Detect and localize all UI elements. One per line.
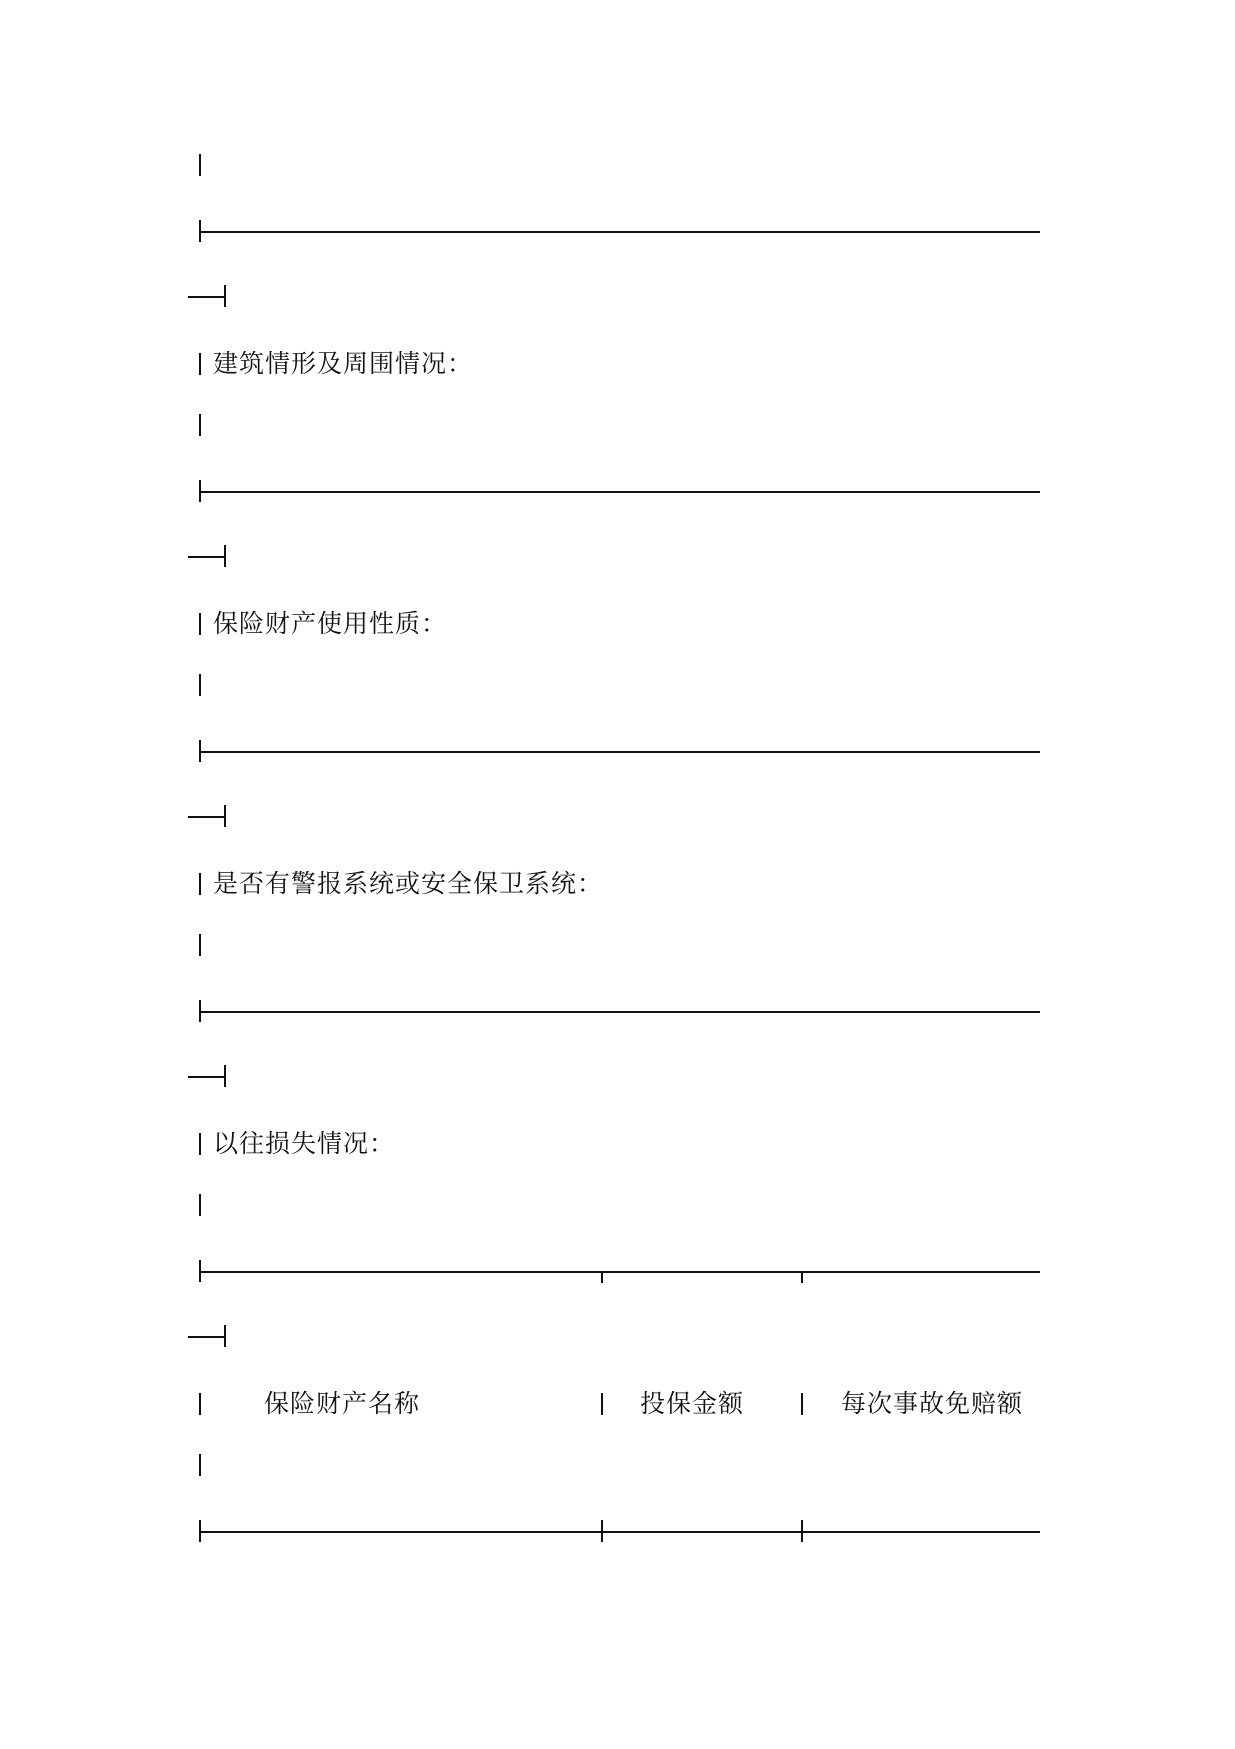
row-divider xyxy=(199,751,1040,753)
table-border-left xyxy=(199,1393,201,1415)
table-border-left xyxy=(199,1133,201,1155)
row-divider-end-tick xyxy=(224,545,226,567)
table-header-deductible: 每次事故免赔额 xyxy=(841,1389,1024,1418)
table-border-left xyxy=(199,873,201,895)
table-header-insured-amount: 投保金额 xyxy=(640,1389,745,1418)
column-divider-tick xyxy=(801,1520,803,1542)
row-divider-end-tick xyxy=(224,1065,226,1087)
table-border-left xyxy=(199,1194,201,1216)
field-label-building: 建筑情形及周围情况： xyxy=(213,349,474,378)
row-divider-end xyxy=(188,1076,224,1078)
table-border-left xyxy=(199,1454,201,1476)
column-divider-tick xyxy=(601,1520,603,1542)
table-border-left xyxy=(199,934,201,956)
row-divider xyxy=(199,491,1040,493)
row-divider-end xyxy=(188,296,224,298)
field-label-usage: 保险财产使用性质： xyxy=(213,609,448,638)
row-divider-end xyxy=(188,816,224,818)
row-divider xyxy=(199,1011,1040,1013)
row-divider xyxy=(199,231,1040,233)
column-divider-tick xyxy=(601,1271,603,1283)
table-border-left xyxy=(199,154,201,176)
column-divider xyxy=(801,1393,803,1415)
row-divider-end-tick xyxy=(224,805,226,827)
table-header-property-name: 保险财产名称 xyxy=(264,1389,421,1418)
row-divider-end-tick xyxy=(224,1325,226,1347)
table-border-left xyxy=(199,414,201,436)
table-header-bottom-divider xyxy=(199,1531,1040,1533)
column-divider-tick xyxy=(801,1271,803,1283)
table-border-left xyxy=(199,674,201,696)
table-border-left xyxy=(199,353,201,375)
row-divider-end-tick xyxy=(224,285,226,307)
table-header-top-divider xyxy=(199,1271,1040,1273)
field-label-alarm: 是否有警报系统或安全保卫系统： xyxy=(213,869,604,898)
column-divider xyxy=(601,1393,603,1415)
row-divider-end xyxy=(188,556,224,558)
table-border-left xyxy=(199,613,201,635)
row-divider-end xyxy=(188,1336,224,1338)
field-label-loss-history: 以往损失情况： xyxy=(213,1129,396,1158)
